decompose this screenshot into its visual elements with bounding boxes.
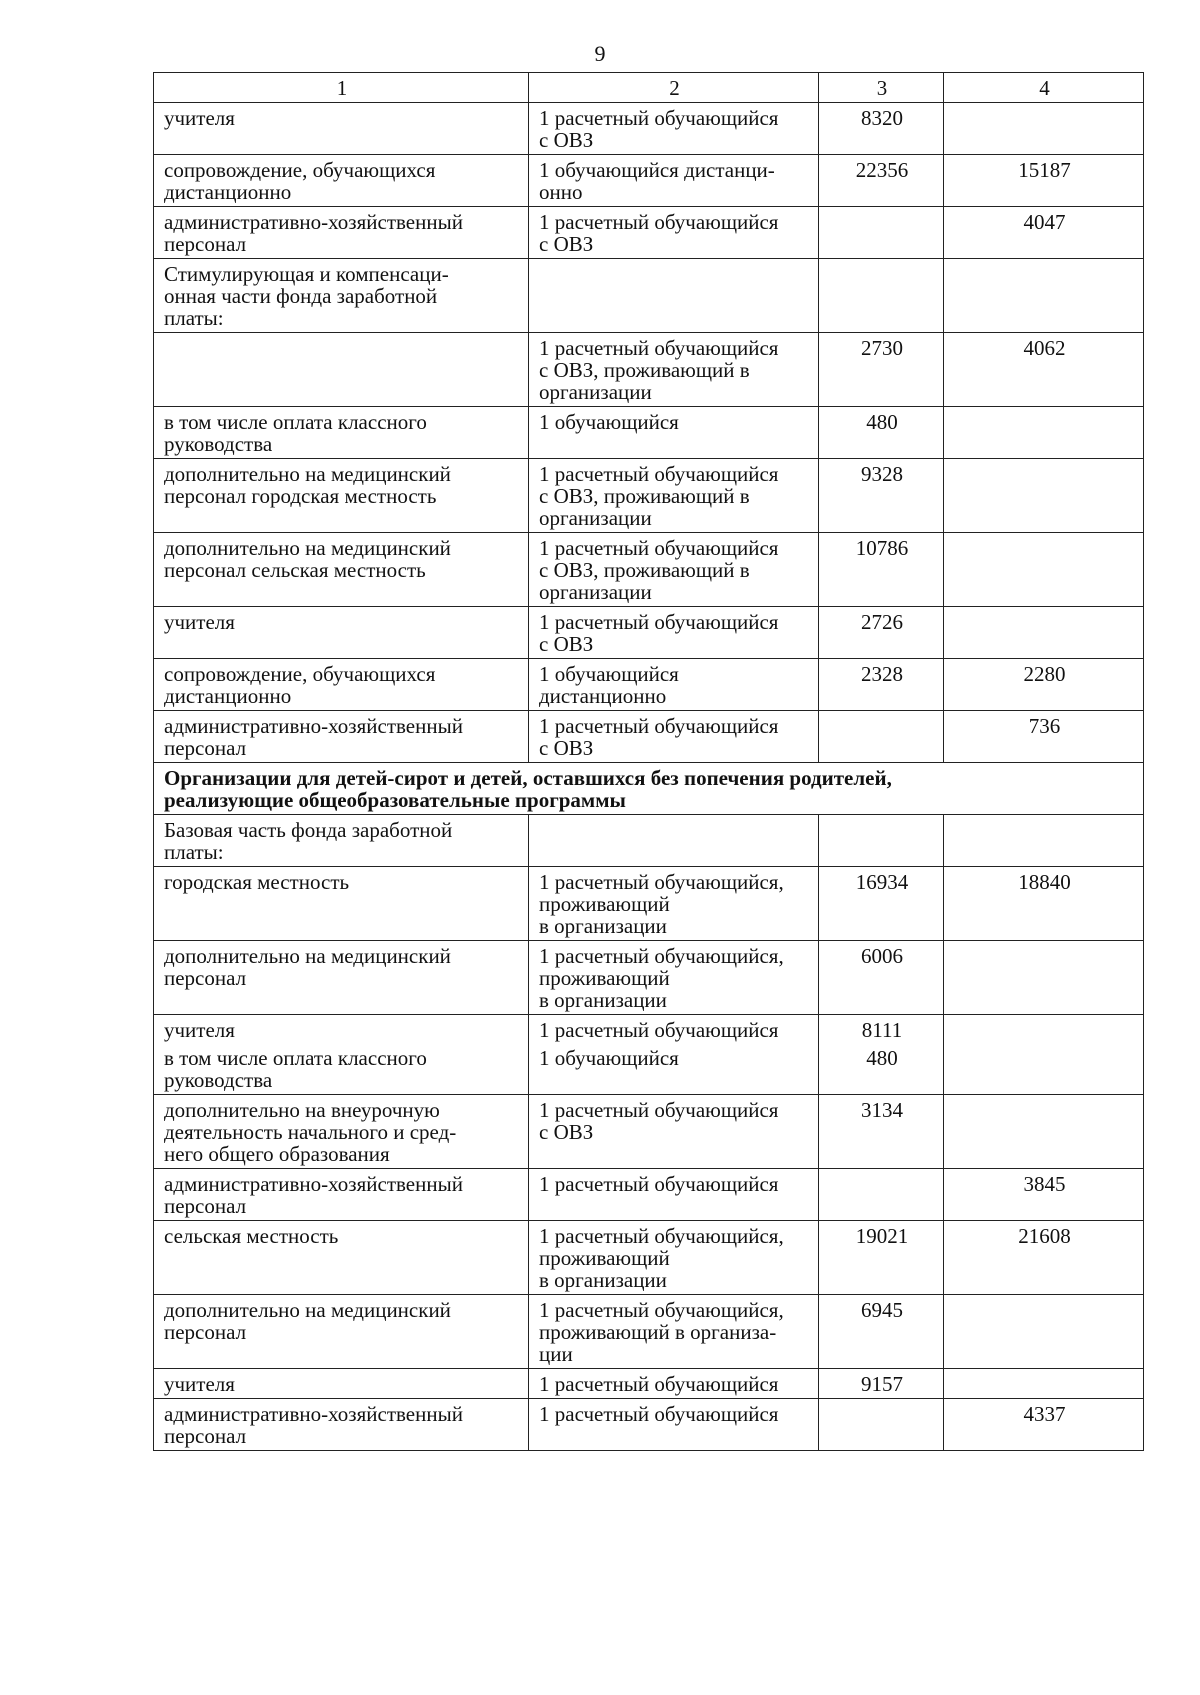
cell-text-line	[954, 819, 1135, 841]
cell-text-line: 4337	[1023, 1402, 1066, 1426]
value-cell-4	[944, 207, 1144, 259]
cell-text-line: онно	[539, 180, 583, 204]
cell-text-line: 9328	[861, 462, 903, 486]
unit-cell	[529, 155, 819, 207]
unit-cell	[529, 1095, 819, 1169]
cell-text-line: 4062	[1023, 336, 1066, 360]
value-cell-4	[944, 1169, 1144, 1221]
cell-text-line: руководства	[164, 432, 273, 456]
cell-text-line: персонал	[164, 232, 247, 256]
row-label-cell	[154, 1095, 529, 1169]
cell-text-line: персонал	[164, 1320, 247, 1344]
row-label-cell	[154, 711, 529, 763]
column-header-3: 3	[819, 73, 944, 103]
cell-text-line: административно-хозяйственный	[164, 210, 463, 234]
cell-text-line: руководства	[164, 1068, 273, 1092]
cell-text-line: 3134	[861, 1098, 903, 1122]
value-cell-4	[944, 659, 1144, 711]
row-label-cell	[154, 1221, 529, 1295]
row-label-cell	[154, 607, 529, 659]
row-label-cell	[154, 459, 529, 533]
cell-text-line	[829, 263, 935, 285]
table-row	[154, 941, 1144, 1015]
cell-text-line	[954, 945, 1135, 967]
value-cell-3	[819, 941, 944, 1015]
cell-text-line: сельская местность	[164, 1224, 339, 1248]
cell-text-line: с ОВЗ	[539, 632, 594, 656]
table-header-row	[154, 73, 1144, 103]
cell-text-line: 1 расчетный обучающийся	[539, 1018, 779, 1042]
unit-cell	[529, 659, 819, 711]
row-label-cell	[154, 867, 529, 941]
table-row	[154, 1095, 1144, 1169]
unit-cell	[529, 407, 819, 459]
unit-cell	[529, 607, 819, 659]
cell-text-line: деятельность начального и сред-	[164, 1120, 457, 1144]
cell-text-line: персонал	[164, 1194, 247, 1218]
cell-text-line: 1 расчетный обучающийся	[539, 1098, 779, 1122]
value-cell-4	[944, 711, 1144, 763]
value-cell-3	[819, 1369, 944, 1399]
cell-text-line: 1 расчетный обучающийся	[539, 1172, 779, 1196]
cell-text-line: персонал	[164, 736, 247, 760]
value-cell-4	[944, 459, 1144, 533]
cell-text-line	[829, 1173, 935, 1195]
cell-text-line: 1 расчетный обучающийся,	[539, 870, 784, 894]
cell-text-line	[954, 463, 1135, 485]
value-cell-3	[819, 155, 944, 207]
table-row	[154, 533, 1144, 607]
cell-text-line: 1 расчетный обучающийся	[539, 1372, 779, 1396]
cell-text-line: в организации	[539, 988, 667, 1012]
row-label-cell	[154, 1169, 529, 1221]
row-label-cell	[154, 1399, 529, 1451]
cell-text-line: 1 обучающийся	[539, 662, 679, 686]
unit-cell	[529, 1221, 819, 1295]
table-row	[154, 867, 1144, 941]
cell-text-line: в том числе оплата классного	[164, 410, 427, 434]
table-row	[154, 155, 1144, 207]
value-cell-4	[944, 815, 1144, 867]
cell-text-line: 18840	[1018, 870, 1071, 894]
table-row	[154, 333, 1144, 407]
cell-text-line: в организации	[539, 914, 667, 938]
table-row	[154, 607, 1144, 659]
value-cell-4	[944, 607, 1144, 659]
unit-cell	[529, 1015, 819, 1095]
value-cell-4	[944, 155, 1144, 207]
cell-text-line: дополнительно на внеурочную	[164, 1098, 440, 1122]
unit-cell	[529, 941, 819, 1015]
cell-text-line: дополнительно на медицинский	[164, 462, 451, 486]
row-label-cell	[154, 1369, 529, 1399]
cell-text-line: организации	[539, 580, 652, 604]
value-cell-3	[819, 867, 944, 941]
table-row	[154, 711, 1144, 763]
section-heading-line: Организации для детей-сирот и детей, оставшихся без попечения родителей,	[164, 766, 892, 790]
cell-text-line	[829, 211, 935, 233]
cell-text-line: 4047	[1023, 210, 1066, 234]
table-row	[154, 207, 1144, 259]
unit-cell	[529, 533, 819, 607]
table-row	[154, 407, 1144, 459]
value-cell-4	[944, 333, 1144, 407]
cell-text-line: учителя	[164, 610, 235, 634]
unit-cell	[529, 1169, 819, 1221]
value-cell-4	[944, 103, 1144, 155]
cell-text-line: 736	[1028, 714, 1061, 738]
value-cell-3	[819, 459, 944, 533]
value-cell-3	[819, 1169, 944, 1221]
cell-text-line: сопровождение, обучающихся	[164, 158, 436, 182]
cell-text-line: платы:	[164, 306, 224, 330]
cell-text-line: организации	[539, 506, 652, 530]
cell-text-line	[954, 537, 1135, 559]
cell-text-line: 1 расчетный обучающийся	[539, 336, 779, 360]
cell-text-line	[829, 819, 935, 841]
value-cell-4	[944, 407, 1144, 459]
cell-text-line: 1 расчетный обучающийся	[539, 210, 779, 234]
column-header-4: 4	[944, 73, 1144, 103]
unit-cell	[529, 815, 819, 867]
row-label-cell	[154, 103, 529, 155]
unit-cell	[529, 103, 819, 155]
row-label-cell	[154, 533, 529, 607]
cell-text-line: административно-хозяйственный	[164, 714, 463, 738]
cell-text-line: 15187	[1018, 158, 1071, 182]
cell-text-line: 6945	[861, 1298, 903, 1322]
cell-text-line: с ОВЗ	[539, 232, 594, 256]
row-label-cell	[154, 941, 529, 1015]
cell-text-line: дополнительно на медицинский	[164, 1298, 451, 1322]
cell-text-line: с ОВЗ	[539, 128, 594, 152]
cell-text-line	[954, 1373, 1135, 1395]
cell-text-line: 16934	[855, 870, 909, 894]
cell-text-line: в том числе оплата классного	[164, 1046, 427, 1070]
cell-text-line: 22356	[855, 158, 909, 182]
cell-text-line: дополнительно на медицинский	[164, 536, 451, 560]
row-label-cell	[154, 407, 529, 459]
cell-text-line: Стимулирующая и компенсаци-	[164, 262, 449, 286]
row-label-cell	[154, 815, 529, 867]
table-row	[154, 1169, 1144, 1221]
cell-text-line: проживающий	[539, 892, 670, 916]
value-cell-4	[944, 1399, 1144, 1451]
cell-text-line: учителя	[164, 106, 235, 130]
cell-text-line	[954, 411, 1135, 433]
value-cell-4	[944, 533, 1144, 607]
cell-text-line: 1 расчетный обучающийся,	[539, 944, 784, 968]
cell-text-line: 1 расчетный обучающийся,	[539, 1224, 784, 1248]
cell-text-line: персонал	[164, 1424, 247, 1448]
cell-text-line: персонал сельская местность	[164, 558, 426, 582]
cell-text-line: 10786	[855, 536, 909, 560]
cell-text-line: 2726	[861, 610, 903, 634]
value-cell-3	[819, 1399, 944, 1451]
table-body	[154, 103, 1144, 1451]
cell-text-line: 1 обучающийся	[539, 410, 679, 434]
cell-text-line	[954, 1019, 1135, 1041]
row-label-cell	[154, 1015, 529, 1095]
value-cell-3	[819, 659, 944, 711]
unit-cell	[529, 1399, 819, 1451]
value-cell-4	[944, 867, 1144, 941]
value-cell-3	[819, 1295, 944, 1369]
value-cell-3	[819, 1221, 944, 1295]
tariff-table	[153, 72, 1144, 1451]
value-cell-4	[944, 1015, 1144, 1095]
unit-cell	[529, 867, 819, 941]
unit-cell	[529, 207, 819, 259]
cell-text-line: 19021	[855, 1224, 909, 1248]
value-cell-4	[944, 941, 1144, 1015]
cell-text-line: Базовая часть фонда заработной	[164, 818, 453, 842]
row-label-cell	[154, 155, 529, 207]
table-row	[154, 459, 1144, 533]
cell-text-line: 480	[866, 410, 898, 434]
cell-text-line: дистанционно	[164, 180, 292, 204]
cell-text-line: 1 расчетный обучающийся	[539, 610, 779, 634]
unit-cell	[529, 333, 819, 407]
cell-text-line: 8111	[861, 1018, 903, 1042]
unit-cell	[529, 1295, 819, 1369]
value-cell-3	[819, 815, 944, 867]
cell-text-line: 1 расчетный обучающийся,	[539, 1298, 784, 1322]
cell-text-line: организации	[539, 380, 652, 404]
value-cell-3	[819, 1095, 944, 1169]
cell-text-line: онная части фонда заработной	[164, 284, 438, 308]
cell-text-line: учителя	[164, 1372, 235, 1396]
value-cell-3	[819, 1015, 944, 1095]
section-heading-row	[154, 763, 1144, 815]
table-row	[154, 1295, 1144, 1369]
cell-text-line: административно-хозяйственный	[164, 1402, 463, 1426]
row-label-cell	[154, 259, 529, 333]
cell-text-line	[954, 1299, 1135, 1321]
cell-text-line: дистанционно	[164, 684, 292, 708]
cell-text-line: 1 расчетный обучающийся	[539, 714, 779, 738]
value-cell-4	[944, 259, 1144, 333]
cell-text-line: 1 расчетный обучающийся	[539, 536, 779, 560]
value-cell-4	[944, 1221, 1144, 1295]
cell-text-line: 6006	[861, 944, 903, 968]
cell-text-line: 2328	[861, 662, 903, 686]
value-cell-4	[944, 1095, 1144, 1169]
cell-text-line: 1 расчетный обучающийся	[539, 1402, 779, 1426]
cell-text-line: городская местность	[164, 870, 350, 894]
row-label-cell	[154, 207, 529, 259]
cell-text-line: проживающий	[539, 966, 670, 990]
value-cell-4	[944, 1369, 1144, 1399]
cell-text-line: с ОВЗ	[539, 736, 594, 760]
cell-text-line: 8320	[861, 106, 903, 130]
page-number: 9	[594, 41, 606, 66]
cell-text-line: сопровождение, обучающихся	[164, 662, 436, 686]
value-cell-3	[819, 533, 944, 607]
unit-cell	[529, 711, 819, 763]
column-header-1: 1	[154, 73, 529, 103]
table-row	[154, 1221, 1144, 1295]
cell-text-line	[954, 263, 1135, 285]
cell-text-line	[539, 819, 810, 841]
cell-text-line: 1 расчетный обучающийся	[539, 106, 779, 130]
cell-text-line	[954, 107, 1135, 129]
value-cell-3	[819, 259, 944, 333]
value-cell-3	[819, 103, 944, 155]
table-row	[154, 1015, 1144, 1095]
cell-text-line: 3845	[1023, 1172, 1066, 1196]
section-heading	[154, 763, 1144, 815]
cell-text-line: 9157	[861, 1372, 903, 1396]
cell-text-line	[164, 337, 520, 359]
cell-text-line: с ОВЗ, проживающий в	[539, 484, 750, 508]
cell-text-line: административно-хозяйственный	[164, 1172, 463, 1196]
cell-text-line: 21608	[1018, 1224, 1071, 1248]
value-cell-3	[819, 407, 944, 459]
table-row	[154, 1369, 1144, 1399]
cell-text-line: с ОВЗ, проживающий в	[539, 558, 750, 582]
cell-text-line: дистанционно	[539, 684, 667, 708]
cell-text-line: 480	[866, 1046, 898, 1070]
cell-text-line: него общего образования	[164, 1142, 390, 1166]
cell-text-line: проживающий в организа-	[539, 1320, 777, 1344]
cell-text-line: 2730	[861, 336, 903, 360]
value-cell-3	[819, 607, 944, 659]
row-label-cell	[154, 1295, 529, 1369]
unit-cell	[529, 259, 819, 333]
value-cell-3	[819, 333, 944, 407]
table-row	[154, 659, 1144, 711]
cell-text-line: персонал	[164, 966, 247, 990]
cell-text-line	[829, 1403, 935, 1425]
cell-text-line	[954, 1099, 1135, 1121]
cell-text-line	[539, 263, 810, 285]
cell-text-line: ции	[539, 1342, 573, 1366]
cell-text-line: 1 обучающийся дистанци-	[539, 158, 775, 182]
table-row	[154, 815, 1144, 867]
row-label-cell	[154, 333, 529, 407]
cell-text-line: платы:	[164, 840, 224, 864]
unit-cell	[529, 459, 819, 533]
table-row	[154, 259, 1144, 333]
cell-text-line: 2280	[1023, 662, 1066, 686]
row-label-cell	[154, 659, 529, 711]
cell-text-line	[954, 611, 1135, 633]
value-cell-4	[944, 1295, 1144, 1369]
section-heading-line: реализующие общеобразовательные программы	[164, 788, 626, 812]
cell-text-line: в организации	[539, 1268, 667, 1292]
cell-text-line: проживающий	[539, 1246, 670, 1270]
table-row	[154, 1399, 1144, 1451]
value-cell-3	[819, 711, 944, 763]
cell-text-line: 1 обучающийся	[539, 1046, 679, 1070]
cell-text-line: учителя	[164, 1018, 235, 1042]
cell-text-line: с ОВЗ, проживающий в	[539, 358, 750, 382]
column-header-2: 2	[529, 73, 819, 103]
value-cell-3	[819, 207, 944, 259]
cell-text-line: дополнительно на медицинский	[164, 944, 451, 968]
table-row	[154, 103, 1144, 155]
cell-text-line: 1 расчетный обучающийся	[539, 462, 779, 486]
unit-cell	[529, 1369, 819, 1399]
cell-text-line	[829, 715, 935, 737]
cell-text-line: с ОВЗ	[539, 1120, 594, 1144]
cell-text-line: персонал городская местность	[164, 484, 437, 508]
